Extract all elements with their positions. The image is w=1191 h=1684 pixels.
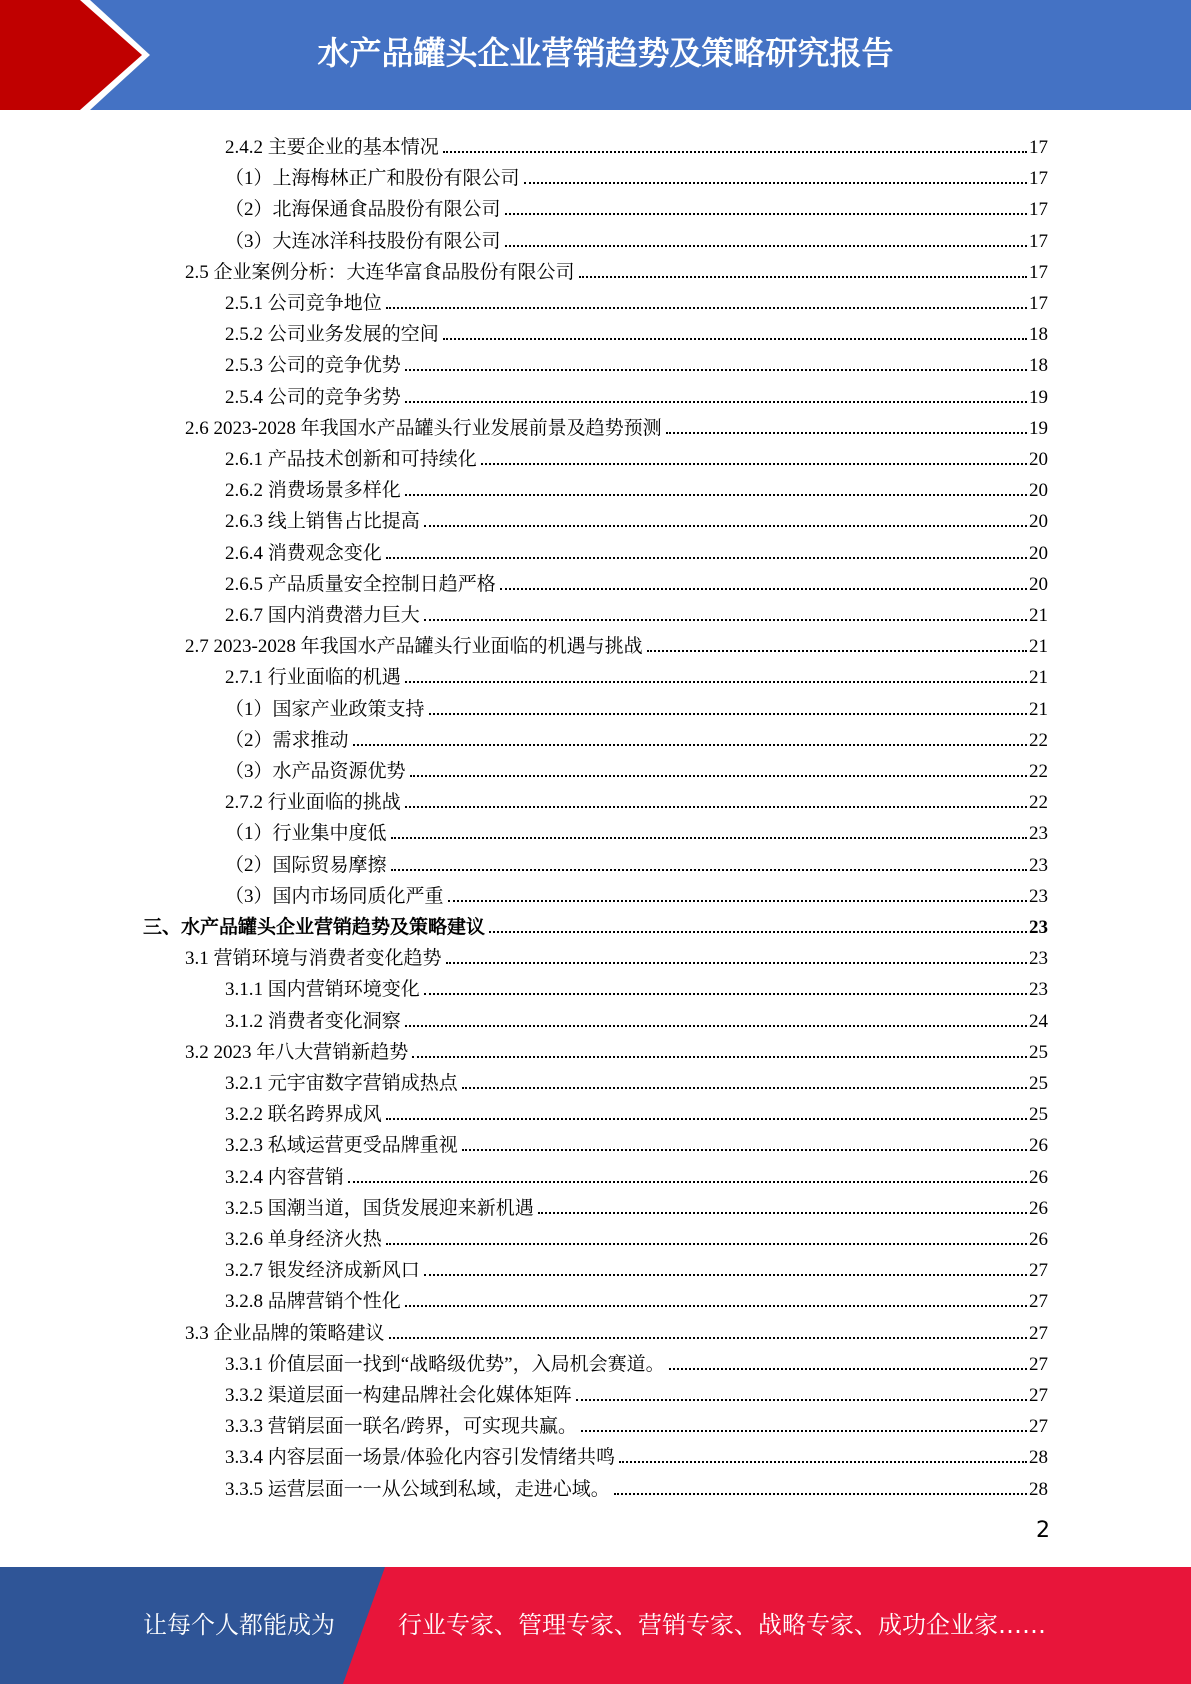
toc-entry-page: 22 xyxy=(1029,761,1048,782)
toc-entry-page: 23 xyxy=(1029,948,1048,969)
toc-entry-label: 2.6.2 消费场景多样化 xyxy=(225,480,401,501)
toc-dot-leader xyxy=(405,401,1027,403)
toc-entry-label: （1）上海梅林正广和股份有限公司 xyxy=(225,168,520,189)
toc-dot-leader xyxy=(505,213,1027,215)
toc-entry[interactable] xyxy=(225,1251,1048,1282)
toc-entry-label: （3）大连冰洋科技股份有限公司 xyxy=(225,231,501,252)
toc-entry-label: 3.3.3 营销层面一联名/跨界，可实现共赢。 xyxy=(225,1416,578,1437)
toc-dot-leader xyxy=(500,588,1027,590)
footer-slogan-right: 行业专家、管理专家、营销专家、战略专家、成功企业家…… xyxy=(398,1611,1046,1639)
toc-dot-leader xyxy=(524,182,1027,184)
toc-entry-label: 2.5.3 公司的竞争优势 xyxy=(225,355,401,376)
toc-entry[interactable] xyxy=(225,1064,1048,1095)
toc-dot-leader xyxy=(348,1181,1027,1183)
toc-entry[interactable] xyxy=(225,1282,1048,1313)
toc-dot-leader xyxy=(353,744,1027,746)
toc-dot-leader xyxy=(405,1025,1027,1027)
toc-entry-page: 27 xyxy=(1029,1416,1048,1437)
toc-dot-leader xyxy=(446,962,1027,964)
toc-entry-label: 3.2.7 银发经济成新风口 xyxy=(225,1260,420,1281)
toc-entry-page: 19 xyxy=(1029,418,1048,439)
toc-entry[interactable] xyxy=(225,721,1048,752)
toc-entry-label: 2.6.4 消费观念变化 xyxy=(225,543,382,564)
toc-entry-page: 26 xyxy=(1029,1229,1048,1250)
toc-dot-leader xyxy=(405,681,1027,683)
toc-entry-page: 23 xyxy=(1029,855,1048,876)
toc-entry-label: 2.7.1 行业面临的机遇 xyxy=(225,667,401,688)
toc-entry[interactable] xyxy=(225,534,1048,565)
toc-entry-label: 2.7.2 行业面临的挑战 xyxy=(225,792,401,813)
toc-entry-page: 28 xyxy=(1029,1447,1048,1468)
toc-entry[interactable] xyxy=(185,627,1048,658)
toc-entry[interactable] xyxy=(185,1314,1048,1345)
toc-entry[interactable] xyxy=(225,284,1048,315)
toc-entry-label: （3）水产品资源优势 xyxy=(225,761,406,782)
toc-entry-label: 3.2.2 联名跨界成风 xyxy=(225,1104,382,1125)
toc-entry-page: 23 xyxy=(1029,823,1048,844)
toc-entry-page: 20 xyxy=(1029,511,1048,532)
toc-dot-leader xyxy=(424,1274,1027,1276)
toc-dot-leader xyxy=(429,713,1027,715)
toc-entry[interactable] xyxy=(225,1158,1048,1189)
toc-entry-label: 3.3.1 价值层面一找到“战略级优势”，入局机会赛道。 xyxy=(225,1354,665,1375)
toc-entry-label: （2）北海保通食品股份有限公司 xyxy=(225,199,501,220)
toc-dot-leader xyxy=(666,432,1027,434)
toc-entry[interactable] xyxy=(225,315,1048,346)
toc-entry-page: 23 xyxy=(1029,979,1048,1000)
toc-entry[interactable] xyxy=(225,1470,1048,1501)
toc-entry-label: 2.5.1 公司竞争地位 xyxy=(225,293,382,314)
toc-entry[interactable] xyxy=(225,752,1048,783)
toc-dot-leader xyxy=(443,151,1027,153)
toc-dot-leader xyxy=(647,650,1027,652)
toc-dot-leader xyxy=(538,1212,1027,1214)
toc-entry[interactable] xyxy=(143,908,1048,939)
toc-entry-page: 20 xyxy=(1029,574,1048,595)
toc-entry[interactable] xyxy=(225,190,1048,221)
toc-entry-page: 17 xyxy=(1029,168,1048,189)
toc-dot-leader xyxy=(579,276,1027,278)
toc-entry-page: 18 xyxy=(1029,324,1048,345)
toc-entry-label: 3.3.4 内容层面一场景/体验化内容引发情绪共鸣 xyxy=(225,1447,616,1468)
toc-entry-page: 25 xyxy=(1029,1104,1048,1125)
toc-dot-leader xyxy=(386,307,1027,309)
toc-dot-leader xyxy=(389,1337,1027,1339)
toc-entry-label: （2）需求推动 xyxy=(225,730,349,751)
toc-entry-label: 2.7 2023-2028 年我国水产品罐头行业面临的机遇与挑战 xyxy=(185,636,643,657)
toc-dot-leader xyxy=(405,806,1027,808)
toc-entry-page: 21 xyxy=(1029,667,1048,688)
toc-entry-page: 27 xyxy=(1029,1323,1048,1344)
toc-entry-page: 27 xyxy=(1029,1385,1048,1406)
header-banner xyxy=(0,0,1191,110)
toc-entry[interactable] xyxy=(225,1189,1048,1220)
toc-entry-label: 2.5.4 公司的竞争劣势 xyxy=(225,387,401,408)
toc-entry[interactable] xyxy=(225,1220,1048,1251)
toc-entry-label: 2.6.3 线上销售占比提高 xyxy=(225,511,420,532)
toc-entry[interactable] xyxy=(225,1376,1048,1407)
toc-entry[interactable] xyxy=(225,378,1048,409)
toc-entry-page: 23 xyxy=(1029,886,1048,907)
toc-entry-page: 26 xyxy=(1029,1135,1048,1156)
toc-entry[interactable] xyxy=(185,939,1048,970)
toc-entry-label: 3.2.5 国潮当道，国货发展迎来新机遇 xyxy=(225,1198,534,1219)
toc-dot-leader xyxy=(386,557,1027,559)
toc-entry[interactable] xyxy=(185,253,1048,284)
toc-entry[interactable] xyxy=(225,846,1048,877)
toc-entry-label: 3.2.3 私域运营更受品牌重视 xyxy=(225,1135,458,1156)
toc-entry-label: （3）国内市场同质化严重 xyxy=(225,886,444,907)
toc-entry-label: 2.5.2 公司业务发展的空间 xyxy=(225,324,439,345)
toc-entry-label: 3.2 2023 年八大营销新趋势 xyxy=(185,1042,409,1063)
toc-dot-leader xyxy=(424,619,1027,621)
toc-entry-page: 17 xyxy=(1029,137,1048,158)
toc-entry-label: 3.2.1 元宇宙数字营销成热点 xyxy=(225,1073,458,1094)
toc-dot-leader xyxy=(581,1430,1027,1432)
toc-entry[interactable] xyxy=(225,814,1048,845)
toc-dot-leader xyxy=(412,1056,1027,1058)
toc-entry-page: 26 xyxy=(1029,1167,1048,1188)
toc-entry[interactable] xyxy=(225,1407,1048,1438)
toc-entry-page: 17 xyxy=(1029,293,1048,314)
toc-entry[interactable] xyxy=(225,440,1048,471)
toc-entry-page: 18 xyxy=(1029,355,1048,376)
toc-entry-page: 25 xyxy=(1029,1073,1048,1094)
toc-entry-page: 21 xyxy=(1029,636,1048,657)
toc-dot-leader xyxy=(391,869,1027,871)
toc-entry-page: 22 xyxy=(1029,792,1048,813)
toc-dot-leader xyxy=(405,1305,1027,1307)
toc-dot-leader xyxy=(481,463,1027,465)
toc-entry[interactable] xyxy=(225,346,1048,377)
toc-entry-page: 20 xyxy=(1029,449,1048,470)
toc-entry-label: 3.3.2 渠道层面一构建品牌社会化媒体矩阵 xyxy=(225,1385,572,1406)
toc-entry-label: 2.6.1 产品技术创新和可持续化 xyxy=(225,449,477,470)
toc-entry[interactable] xyxy=(185,1033,1048,1064)
toc-entry[interactable] xyxy=(225,1002,1048,1033)
toc-entry[interactable] xyxy=(225,1438,1048,1469)
toc-entry-label: 2.6.5 产品质量安全控制日趋严格 xyxy=(225,574,496,595)
toc-entry-label: 2.6 2023-2028 年我国水产品罐头行业发展前景及趋势预测 xyxy=(185,418,662,439)
toc-entry[interactable] xyxy=(225,877,1048,908)
toc-entry-label: （2）国际贸易摩擦 xyxy=(225,855,387,876)
toc-dot-leader xyxy=(462,1087,1027,1089)
toc-dot-leader xyxy=(669,1368,1027,1370)
toc-entry[interactable] xyxy=(225,128,1048,159)
toc-entry-label: （1）国家产业政策支持 xyxy=(225,699,425,720)
toc-entry-page: 21 xyxy=(1029,605,1048,626)
toc-entry-page: 27 xyxy=(1029,1260,1048,1281)
toc-entry-page: 20 xyxy=(1029,543,1048,564)
toc-entry[interactable] xyxy=(225,970,1048,1001)
toc-dot-leader xyxy=(505,245,1027,247)
toc-entry[interactable] xyxy=(225,502,1048,533)
toc-entry-label: 3.2.8 品牌营销个性化 xyxy=(225,1291,401,1312)
document-title: 水产品罐头企业营销趋势及策略研究报告 xyxy=(317,34,894,72)
toc-entry-page: 22 xyxy=(1029,730,1048,751)
toc-dot-leader xyxy=(386,1243,1027,1245)
toc-entry-page: 28 xyxy=(1029,1479,1048,1500)
footer-slogan-left: 让每个人都能成为 xyxy=(143,1611,335,1639)
toc-entry-label: 3.1.1 国内营销环境变化 xyxy=(225,979,420,1000)
toc-entry[interactable] xyxy=(225,565,1048,596)
toc-dot-leader xyxy=(405,494,1027,496)
toc-entry-label: 3.3 企业品牌的策略建议 xyxy=(185,1323,385,1344)
toc-entry-label: 2.4.2 主要企业的基本情况 xyxy=(225,137,439,158)
toc-dot-leader xyxy=(386,1118,1027,1120)
toc-entry-page: 27 xyxy=(1029,1354,1048,1375)
toc-dot-leader xyxy=(576,1399,1027,1401)
toc-entry-label: 3.1.2 消费者变化洞察 xyxy=(225,1011,401,1032)
toc-entry[interactable] xyxy=(225,690,1048,721)
toc-entry-label: 2.5 企业案例分析：大连华富食品股份有限公司 xyxy=(185,262,575,283)
toc-entry-label: （1）行业集中度低 xyxy=(225,823,387,844)
toc-entry-label: 2.6.7 国内消费潜力巨大 xyxy=(225,605,420,626)
toc-entry-page: 23 xyxy=(1029,917,1048,938)
toc-dot-leader xyxy=(443,338,1027,340)
toc-dot-leader xyxy=(405,369,1027,371)
toc-dot-leader xyxy=(462,1149,1027,1151)
toc-entry-label: 3.2.4 内容营销 xyxy=(225,1167,344,1188)
toc-entry-page: 26 xyxy=(1029,1198,1048,1219)
footer-banner xyxy=(0,1567,1191,1684)
toc-entry-page: 24 xyxy=(1029,1011,1048,1032)
toc-entry-page: 17 xyxy=(1029,199,1048,220)
toc-entry[interactable] xyxy=(225,1126,1048,1157)
toc-entry[interactable] xyxy=(225,1345,1048,1376)
toc-entry[interactable] xyxy=(225,783,1048,814)
toc-dot-leader xyxy=(410,775,1027,777)
toc-entry[interactable] xyxy=(225,596,1048,627)
toc-entry-page: 27 xyxy=(1029,1291,1048,1312)
toc-entry[interactable] xyxy=(225,658,1048,689)
toc-dot-leader xyxy=(424,993,1027,995)
toc-entry-label: 3.3.5 运营层面一一从公域到私域，走进心域。 xyxy=(225,1479,610,1500)
toc-entry[interactable] xyxy=(185,409,1048,440)
toc-dot-leader xyxy=(619,1461,1027,1463)
toc-entry-page: 19 xyxy=(1029,387,1048,408)
toc-entry[interactable] xyxy=(225,159,1048,190)
toc-entry-label: 三、水产品罐头企业营销趋势及策略建议 xyxy=(143,917,486,938)
toc-dot-leader xyxy=(448,900,1027,902)
toc-entry-page: 21 xyxy=(1029,699,1048,720)
toc-entry-page: 25 xyxy=(1029,1042,1048,1063)
toc-entry[interactable] xyxy=(225,222,1048,253)
toc-entry-page: 17 xyxy=(1029,262,1048,283)
toc-entry-label: 3.2.6 单身经济火热 xyxy=(225,1229,382,1250)
toc-entry-page: 17 xyxy=(1029,231,1048,252)
toc-entry-page: 20 xyxy=(1029,480,1048,501)
toc-dot-leader xyxy=(424,525,1027,527)
toc-entry[interactable] xyxy=(225,471,1048,502)
page-number: 2 xyxy=(1036,1518,1050,1543)
toc-dot-leader xyxy=(391,837,1027,839)
toc-entry-label: 3.1 营销环境与消费者变化趋势 xyxy=(185,948,442,969)
toc-dot-leader xyxy=(614,1493,1027,1495)
toc-entry[interactable] xyxy=(225,1095,1048,1126)
toc-dot-leader xyxy=(489,931,1027,933)
